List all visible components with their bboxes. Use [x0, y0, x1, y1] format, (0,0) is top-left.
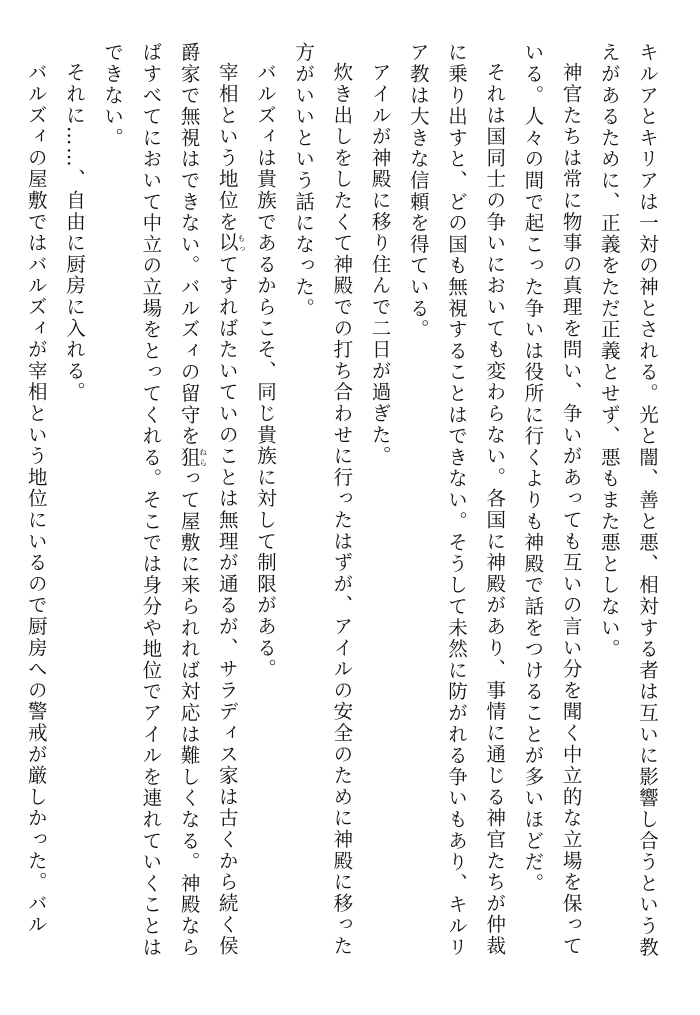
text-segment: 神官たちは常に物事の真理を問い、争いがあっても互いの言い分を聞く中立的な立場を保っている。人々の間で起こった争いは役所に行くよりも神殿で話をつけることが多いほどだ。 [521, 42, 583, 957]
paragraph [399, 42, 514, 972]
paragraph [284, 42, 360, 972]
furigana-word [177, 446, 208, 469]
furigana-base: 以 [215, 231, 239, 254]
text-segment: キルアとキリアは一対の神とされる。光と闇、善と悪、相対する者は互いに影響し合うという教えがあるために、正義をただ正義とせず、悪もまた悪としない。 [597, 42, 659, 958]
text-segment: って屋敷に来られれば対応は難しくなる。神殿ならばすべてにおいて中立の立場をとってくれる。そこでは身分や地位でアイルを連れていくことはできない。 [101, 42, 201, 958]
text-segment: それは国同士の争いにおいても変わらない。各国に神殿があり、事情に通じる神官たちが仲裁に乗り出すと、どの国も無視することはできない。そうして未然に防がれる争いもあり、キルリア教は大きな信頼を得ている。 [406, 42, 507, 958]
paragraph [55, 42, 93, 972]
furigana-word [215, 231, 246, 254]
text-segment: それに……、自由に厨房に入れる。 [62, 61, 86, 403]
text-segment: 宰相という地位を [215, 61, 239, 232]
text-segment: バルズィは貴族であるからこそ、同じ貴族に対して制限がある。 [253, 61, 277, 680]
furigana-reading: もっ [236, 231, 246, 254]
text-segment: 炊き出しをしたくて神殿での打ち合わせに行ったはずが、アイルの安全のために神殿に移った方がいいという話になった。 [292, 42, 354, 957]
paragraph [93, 42, 246, 972]
paragraph [360, 42, 398, 972]
furigana-reading: ねら [198, 446, 208, 469]
text-segment: アイルが神殿に移り住んで二日が過ぎた。 [368, 61, 392, 467]
text-segment: てすればたいていのことは無理が通るが、サラディス家は古くから続く侯爵家で無視はできない。バルズィの留守を [177, 42, 239, 957]
furigana-base: 狙 [177, 446, 201, 469]
text-segment: バルズィの屋敷ではバルズィが宰相という地位にいるので厨房への警戒が厳しかった。バル [24, 61, 48, 935]
vertical-text-body [16, 42, 666, 972]
paragraph [590, 42, 666, 972]
paragraph [17, 42, 55, 972]
paragraph [246, 42, 284, 972]
paragraph [513, 42, 589, 972]
